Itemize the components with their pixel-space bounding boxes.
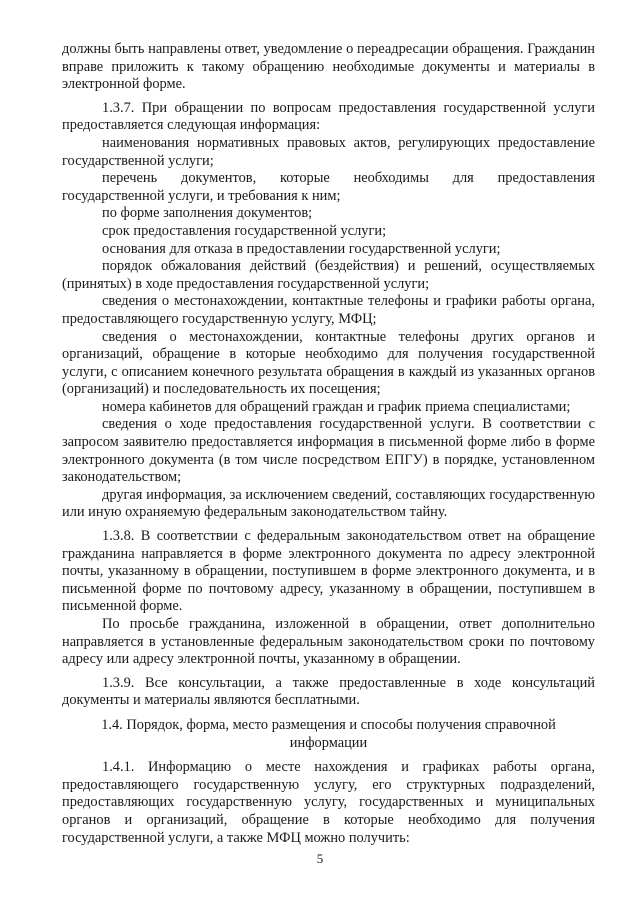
list-item: по форме заполнения документов; [102, 205, 313, 222]
page-number: 5 [316, 851, 324, 866]
list-item: наименования нормативных правовых актов, регулирующих предоставление государственной услуги; [62, 134, 595, 169]
paragraph-1-3-9: 1.3.9. Все консультации, а также предоставленные в ходе консультаций документы и материалы являются бесплатными. [62, 674, 595, 709]
list-item: другая информация, за исключением сведений, составляющих государственную или иную охраняемую федеральным законодательством тайну. [62, 486, 595, 521]
section-heading-1-4: 1.4. Порядок, форма, место размещения и способы получения справочной информации [101, 716, 556, 751]
paragraph-1-4-1: 1.4.1. Информацию о месте нахождения и графиках работы органа, предоставляющего государственную услугу, его структурных подразделений, предоставляющих государственную услугу, государственных и муниципальных органов и организаций, обращение в которые необходимо для получения государственной услуги, а также МФЦ можно получить: [62, 759, 595, 846]
list-item: срок предоставления государственной услуги; [102, 222, 387, 239]
paragraph-continuation: должны быть направлены ответ, уведомление о переадресации обращения. Гражданин вправе приложить к такому обращению необходимые документы и материалы в электронной форме. [62, 41, 595, 93]
list-item: сведения о ходе предоставления государственной услуги. В соответствии с запросом заявителю предоставляется информация в письменной форме либо в форме электронного документа (в том числе посредством ЕПГУ) в порядке, установленном законодательством; [62, 416, 595, 486]
list-item: номера кабинетов для обращений граждан и график приема специалистами; [102, 398, 571, 415]
document-page [62, 41, 595, 847]
list-item: сведения о местонахождении, контактные телефоны других органов и организаций, обращение в которые необходимо для получения государственной услуги, с описанием конечного результата обращения в каждый из указанных органов (организаций) и последовательность их посещения; [62, 328, 595, 398]
list-item: порядок обжалования действий (бездействия) и решений, осуществляемых (принятых) в ходе предоставления государственной услуги; [62, 258, 595, 292]
list-item: основания для отказа в предоставлении государственной услуги; [102, 240, 501, 257]
paragraph: По просьбе гражданина, изложенной в обращении, ответ дополнительно направляется в установленные федеральным законодательством сроки по почтовому адресу или адресу электронной почты, указанному в обращении. [62, 616, 595, 668]
paragraph-1-3-8: 1.3.8. В соответствии с федеральным законодательством ответ на обращение гражданина направляется в форме электронного документа по адресу электронной почты, указанному в обращении, поступившем в форме электронного документа, и в письменной форме по почтовому адресу, указанному в обращении, поступившем в письменной форме. [62, 528, 595, 615]
paragraph-1-3-7: 1.3.7. При обращении по вопросам предоставления государственной услуги предоставляется следующая информация: [62, 99, 595, 134]
list-item: перечень документов, которые необходимы для предоставления государственной услуги, и требования к ним; [62, 170, 595, 204]
list-item: сведения о местонахождении, контактные телефоны и графики работы органа, предоставляющего государственную услугу, МФЦ; [62, 293, 595, 327]
